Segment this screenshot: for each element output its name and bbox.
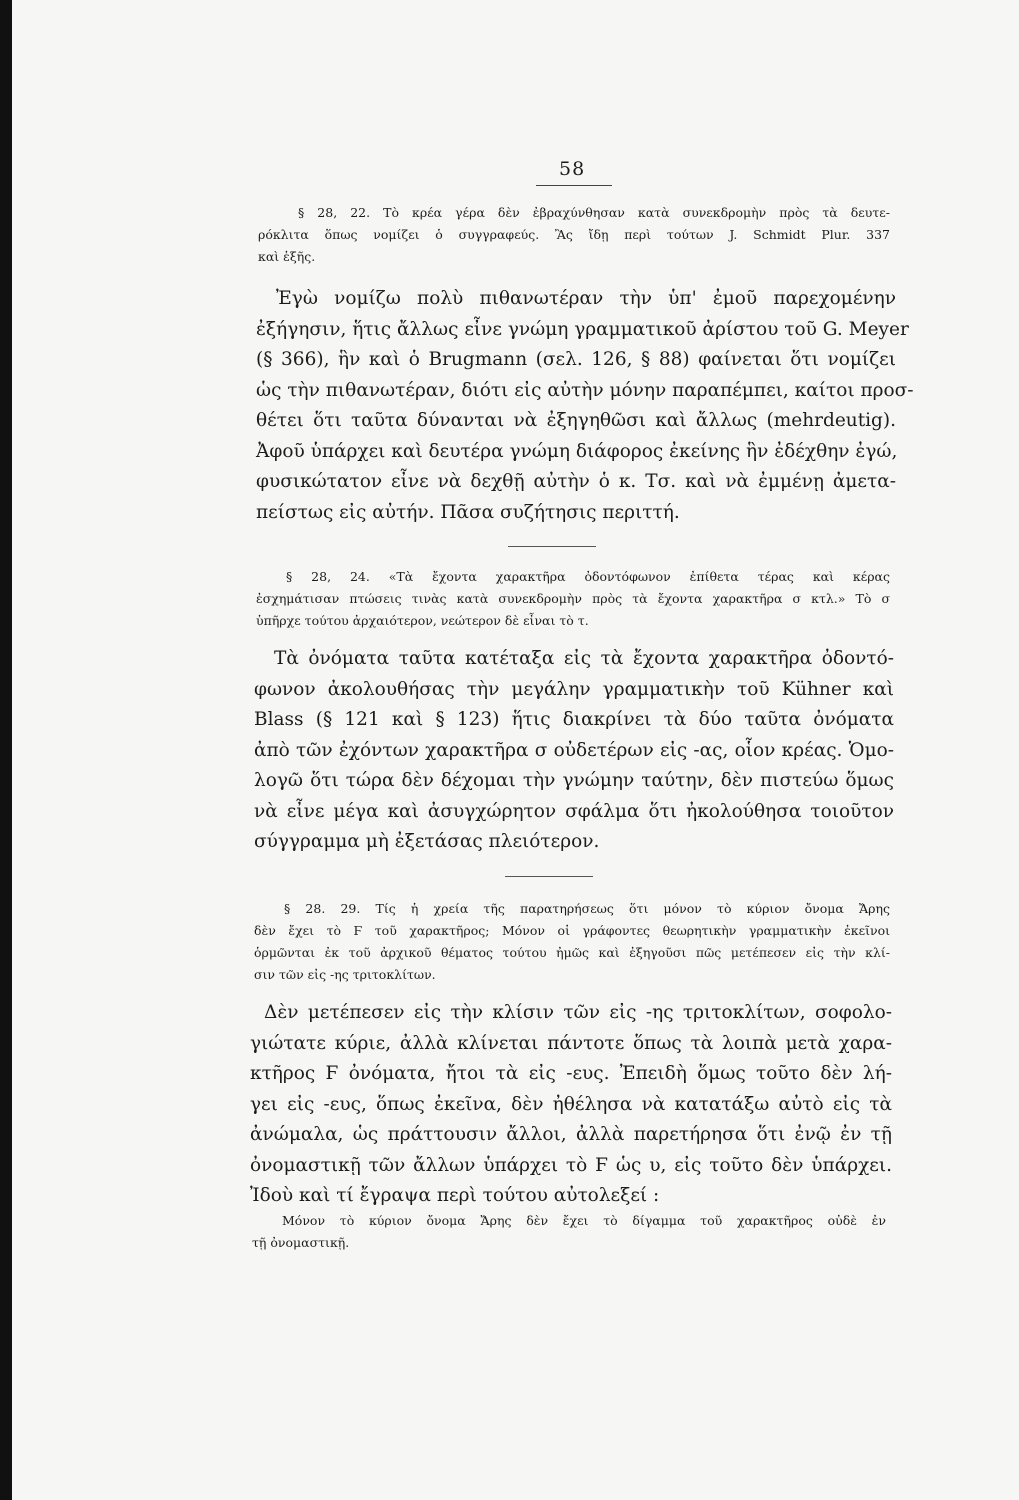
text-line: ὡς τὴν πιθανωτέραν, διότι εἰς αὐτὴν μόνην παραπέμπει, καίτοι προσ- xyxy=(256,379,914,401)
text-line: ἀπὸ τῶν ἐχόντων χαρακτῆρα σ οὐδετέρων εἰς -ας, οἷον κρέας. Ὁμο- xyxy=(254,739,894,761)
note-line: σιν τῶν εἰς -ης τριτοκλίτων. xyxy=(254,967,436,982)
text-line: ὀνομαστικῇ τῶν ἄλλων ὑπάρχει τὸ Ϝ ὡς υ, εἰς τοῦτο δὲν ὑπάρχει. xyxy=(250,1154,892,1176)
note-line: Μόνον τὸ κύριον ὄνομα Ἄρης δὲν ἔχει τὸ δίγαμμα τοῦ χαρακτῆρος οὐδὲ ἐν xyxy=(282,1213,886,1228)
page-number: 58 xyxy=(559,158,586,180)
paragraph-kuhner xyxy=(254,644,894,858)
text-line: ἐξήγησιν, ἥτις ἄλλως εἶνε γνώμη γραμματικοῦ ἀρίστου τοῦ G. Meyer xyxy=(256,318,909,340)
text-line: (§ 366), ἣν καὶ ὁ Brugmann (σελ. 126, § 88) φαίνεται ὅτι νομίζει xyxy=(256,349,896,370)
footnote-28-22 xyxy=(258,202,890,268)
note-line: καὶ ἑξῆς. xyxy=(258,249,316,264)
text-line: γιώτατε κύριε, ἀλλὰ κλίνεται πάντοτε ὅπως τὰ λοιπὰ μετὰ χαρα- xyxy=(250,1032,892,1054)
page-number-rule xyxy=(536,185,612,186)
text-line: λογῶ ὅτι τώρα δὲν δέχομαι τὴν γνώμην ταύτην, δὲν πιστεύω ὅμως xyxy=(254,770,894,791)
note-line: § 28, 22. Τὸ κρέα γέρα δὲν ἐβραχύνθησαν κατὰ συνεκδρομὴν πρὸς τὰ δευτε- xyxy=(298,205,890,220)
text-line: Ἰδοὺ καὶ τί ἔγραψα περὶ τούτου αὐτολεξεί : xyxy=(250,1185,660,1206)
text-line: φωνον ἀκολουθήσας τὴν μεγάλην γραμματικὴν τοῦ Kühner καὶ xyxy=(254,678,894,700)
text-line: κτῆρος Ϝ ὀνόματα, ἤτοι τὰ εἰς -ευς. Ἐπειδὴ ὅμως τοῦτο δὲν λή- xyxy=(250,1063,892,1084)
text-line: Τὰ ὀνόματα ταῦτα κατέταξα εἰς τὰ ἔχοντα χαρακτῆρα ὀδοντό- xyxy=(274,648,894,669)
note-line: δὲν ἔχει τὸ Ϝ τοῦ χαρακτῆρος; Μόνον οἱ γράφοντες θεωρητικὴν γραμματικὴν ἐκεῖνοι xyxy=(254,923,890,938)
text-line: Ἐγὼ νομίζω πολὺ πιθανωτέραν τὴν ὑπ' ἐμοῦ παρεχομένην xyxy=(276,288,896,309)
note-line: ὁρμῶνται ἐκ τοῦ ἀρχικοῦ θέματος τούτου ἠμῶς καὶ ἐξηγοῦσι πῶς μετέπεσεν εἰς τὴν κλί- xyxy=(254,945,890,960)
note-line: ἐσχημάτισαν πτώσεις τινὰς κατὰ συνεκδρομὴν πρὸς τὰ ἔχοντα χαρακτῆρα σ κτλ.» Τὸ σ xyxy=(256,591,890,606)
text-line: ἀνώμαλα, ὡς πράττουσιν ἄλλοι, ἀλλὰ παρετήρησα ὅτι ἐνῷ ἐν τῇ xyxy=(250,1124,892,1145)
note-line: § 28. 29. Τίς ἡ χρεία τῆς παρατηρήσεως ὅτι μόνον τὸ κύριον ὄνομα Ἄρης xyxy=(284,901,890,916)
text-line: φυσικώτατον εἶνε νὰ δεχθῇ αὐτὴν ὁ κ. Τσ. καὶ νὰ ἐμμένῃ ἀμετα- xyxy=(256,471,896,492)
text-line: νὰ εἶνε μέγα καὶ ἀσυγχώρητον σφάλμα ὅτι ἠκολούθησα τοιοῦτον xyxy=(254,800,894,822)
quotation xyxy=(252,1210,886,1254)
paragraph-meyer xyxy=(256,284,914,528)
text-line: Ἀφοῦ ὑπάρχει καὶ δευτέρα γνώμη διάφορος ἐκείνης ἣν ἐδέχθην ἐγώ, xyxy=(256,440,898,462)
section-divider xyxy=(508,546,596,547)
note-line: § 28, 24. «Τὰ ἔχοντα χαρακτῆρα ὀδοντόφωνον ἐπίθετα τέρας καὶ κέρας xyxy=(286,569,890,584)
note-line: τῇ ὀνομαστικῇ. xyxy=(252,1235,350,1250)
footnote-28-24 xyxy=(256,566,890,632)
note-line: ὑπῆρχε τούτου ἀρχαιότερον, νεώτερον δὲ εἶναι τὸ τ. xyxy=(256,613,589,628)
footnote-28-29 xyxy=(254,898,890,986)
text-line: πείστως εἰς αὐτήν. Πᾶσα συζήτησις περιττή. xyxy=(256,501,680,523)
text-line: Δὲν μετέπεσεν εἰς τὴν κλίσιν τῶν εἰς -ης τριτοκλίτων, σοφολο- xyxy=(264,1002,892,1023)
paragraph-ares xyxy=(250,998,892,1212)
text-line: Blass (§ 121 καὶ § 123) ἥτις διακρίνει τὰ δύο ταῦτα ὀνόματα xyxy=(254,709,894,730)
section-divider xyxy=(505,876,593,877)
text-line: σύγγραμμα μὴ ἐξετάσας πλειότερον. xyxy=(254,831,600,852)
note-line: ρόκλιτα ὅπως νομίζει ὁ συγγραφεύς. Ἂς ἴδῃ περὶ τούτων J. Schmidt Plur. 337 xyxy=(258,227,890,242)
text-line: γει εἰς -ευς, ὅπως ἐκεῖνα, δὲν ἠθέλησα νὰ κατατάξω αὐτὸ εἰς τὰ xyxy=(250,1093,892,1115)
text-line: θέτει ὅτι ταῦτα δύνανται νὰ ἐξηγηθῶσι καὶ ἄλλως (mehrdeutig). xyxy=(256,410,896,431)
